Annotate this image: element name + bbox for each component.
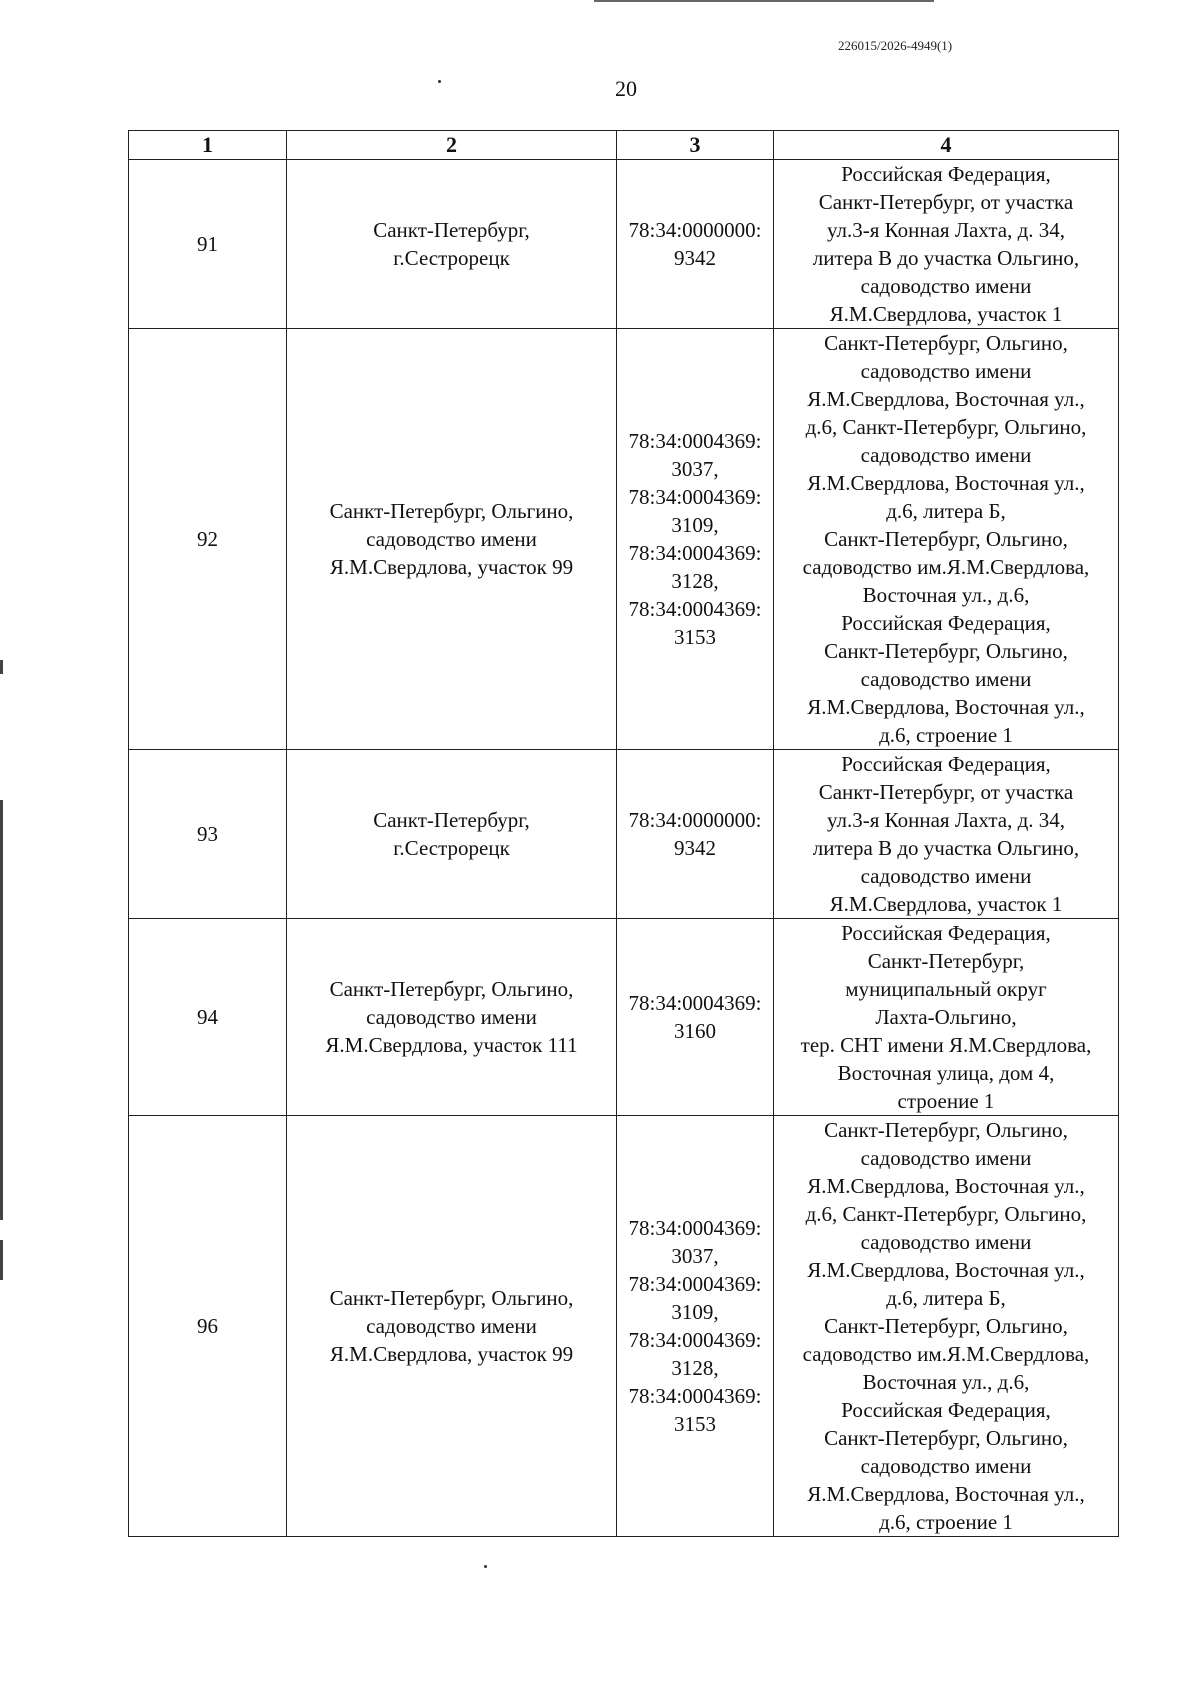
cell-line: Санкт-Петербург,: [867, 949, 1025, 973]
cell-line: Я.М.Свердлова, Восточная ул.,: [807, 1174, 1085, 1198]
location-cell: [287, 1116, 617, 1537]
cell-line: садоводство имени: [860, 274, 1032, 298]
cadastral-number-cell: [617, 1116, 774, 1537]
cell-line: ул.3-я Конная Лахта, д. 34,: [826, 808, 1066, 832]
cell-line: 78:34:0004369:: [628, 429, 762, 453]
cell-line: Санкт-Петербург, Ольгино,: [824, 527, 1068, 551]
scan-artifact-left-margin: [0, 660, 3, 674]
cell-line: Я.М.Свердлова, участок 111: [325, 1033, 578, 1057]
cell-line: Санкт-Петербург, Ольгино,: [824, 331, 1068, 355]
cell-line: садоводство имени: [860, 667, 1032, 691]
cell-line: д.6, литера Б,: [886, 1286, 1006, 1310]
row-number-cell: 91: [129, 160, 287, 329]
cell-line: садоводство имени: [366, 1005, 537, 1029]
cell-line: Лахта-Ольгино,: [875, 1005, 1017, 1029]
cell-line: 78:34:0004369:: [628, 485, 762, 509]
column-header: 3: [617, 131, 774, 160]
cell-line: 3109,: [671, 1300, 719, 1324]
row-number-cell: 94: [129, 919, 287, 1116]
cell-line: Российская Федерация,: [841, 752, 1051, 776]
scan-artifact-left-margin: [0, 800, 3, 1220]
cell-line: литера В до участка Ольгино,: [812, 836, 1080, 860]
cell-line: Я.М.Свердлова, Восточная ул.,: [807, 695, 1085, 719]
cell-line: садоводство имени: [366, 1314, 537, 1338]
cell-line: Российская Федерация,: [841, 1398, 1051, 1422]
cell-line: д.6, строение 1: [879, 1510, 1013, 1534]
cell-line: 9342: [674, 836, 716, 860]
cell-line: садоводство имени: [860, 1454, 1032, 1478]
row-number-cell: 96: [129, 1116, 287, 1537]
cell-line: Санкт-Петербург,: [373, 218, 530, 242]
cell-line: 78:34:0004369:: [628, 1216, 762, 1240]
cadastral-number-cell: [617, 160, 774, 329]
cell-line: Я.М.Свердлова, Восточная ул.,: [807, 387, 1085, 411]
cell-line: 3037,: [671, 1244, 719, 1268]
cell-line: 78:34:0004369:: [628, 1328, 762, 1352]
document-code: 226015/2026-4949(1): [838, 38, 953, 53]
cell-line: строение 1: [897, 1089, 995, 1113]
table-row: [129, 750, 1119, 919]
page-number: 20: [615, 76, 637, 101]
cell-line: 78:34:0000000:: [628, 218, 762, 242]
location-cell: [287, 329, 617, 750]
cell-line: Санкт-Петербург, Ольгино,: [824, 1314, 1068, 1338]
cell-line: Санкт-Петербург, Ольгино,: [824, 1426, 1068, 1450]
cell-line: 78:34:0004369:: [628, 597, 762, 621]
cell-line: Российская Федерация,: [841, 921, 1051, 945]
cell-line: г.Сестрорецк: [393, 836, 510, 860]
cell-line: Восточная ул., д.6,: [862, 583, 1030, 607]
cell-line: 78:34:0004369:: [628, 541, 762, 565]
cell-line: Я.М.Свердлова, Восточная ул.,: [807, 471, 1085, 495]
scan-artifact-left-margin: [0, 1240, 3, 1280]
cell-line: садоводство имени: [860, 1146, 1032, 1170]
cell-line: садоводство им.Я.М.Свердлова,: [802, 1342, 1090, 1366]
column-header: 2: [287, 131, 617, 160]
address-cell: [774, 750, 1119, 919]
cell-line: Санкт-Петербург, от участка: [818, 780, 1074, 804]
address-cell: [774, 1116, 1119, 1537]
address-cell: [774, 919, 1119, 1116]
cell-line: Я.М.Свердлова, участок 99: [329, 1342, 574, 1366]
cell-line: 3037,: [671, 457, 719, 481]
cell-line: 3128,: [671, 1356, 719, 1380]
table-row: [129, 329, 1119, 750]
cell-line: 3153: [674, 625, 716, 649]
cell-line: литера В до участка Ольгино,: [812, 246, 1080, 270]
cell-line: Я.М.Свердлова, участок 99: [329, 555, 574, 579]
cell-line: д.6, строение 1: [879, 723, 1013, 747]
cell-line: садоводство им.Я.М.Свердлова,: [802, 555, 1090, 579]
scan-artifact-top-line: [594, 0, 934, 2]
cell-line: 78:34:0004369:: [628, 1384, 762, 1408]
scan-artifact-dot: [484, 1565, 487, 1568]
location-cell: [287, 750, 617, 919]
cell-line: 78:34:0000000:: [628, 808, 762, 832]
cell-line: Санкт-Петербург,: [373, 808, 530, 832]
cell-line: Я.М.Свердлова, Восточная ул.,: [807, 1482, 1085, 1506]
cell-line: Санкт-Петербург, Ольгино,: [824, 1118, 1068, 1142]
table-row: [129, 1116, 1119, 1537]
cell-line: ул.3-я Конная Лахта, д. 34,: [826, 218, 1066, 242]
cell-line: садоводство имени: [860, 864, 1032, 888]
cell-line: Российская Федерация,: [841, 162, 1051, 186]
cell-line: 3153: [674, 1412, 716, 1436]
cell-line: д.6, Санкт-Петербург, Ольгино,: [805, 1202, 1087, 1226]
cell-line: Я.М.Свердлова, Восточная ул.,: [807, 1258, 1085, 1282]
cell-line: 3160: [674, 1019, 716, 1043]
cell-line: Санкт-Петербург, Ольгино,: [329, 499, 574, 523]
cell-line: садоводство имени: [366, 527, 537, 551]
cell-line: 3128,: [671, 569, 719, 593]
cell-line: Санкт-Петербург, Ольгино,: [329, 977, 574, 1001]
cell-line: садоводство имени: [860, 359, 1032, 383]
cell-line: садоводство имени: [860, 443, 1032, 467]
cell-line: муниципальный округ: [845, 977, 1047, 1001]
location-cell: [287, 919, 617, 1116]
location-cell: [287, 160, 617, 329]
cell-line: Санкт-Петербург, Ольгино,: [329, 1286, 574, 1310]
cell-line: д.6, литера Б,: [886, 499, 1006, 523]
cadastral-number-cell: [617, 919, 774, 1116]
row-number-cell: 93: [129, 750, 287, 919]
cell-line: садоводство имени: [860, 1230, 1032, 1254]
cell-line: Санкт-Петербург, Ольгино,: [824, 639, 1068, 663]
cell-line: Санкт-Петербург, от участка: [818, 190, 1074, 214]
table-row: [129, 160, 1119, 329]
cell-line: 78:34:0004369:: [628, 1272, 762, 1296]
row-number-cell: 92: [129, 329, 287, 750]
table-row: [129, 919, 1119, 1116]
table-header-row: [129, 131, 1119, 160]
address-cell: [774, 329, 1119, 750]
cell-line: г.Сестрорецк: [393, 246, 510, 270]
cell-line: 3109,: [671, 513, 719, 537]
cell-line: Я.М.Свердлова, участок 1: [829, 302, 1063, 326]
cell-line: 78:34:0004369:: [628, 991, 762, 1015]
cell-line: Восточная улица, дом 4,: [837, 1061, 1055, 1085]
cell-line: Восточная ул., д.6,: [862, 1370, 1030, 1394]
registry-table: [128, 130, 1119, 1537]
cell-line: 9342: [674, 246, 716, 270]
column-header: 4: [774, 131, 1119, 160]
column-header: 1: [129, 131, 287, 160]
cadastral-number-cell: [617, 750, 774, 919]
cell-line: тер. СНТ имени Я.М.Свердлова,: [800, 1033, 1092, 1057]
cell-line: Российская Федерация,: [841, 611, 1051, 635]
cell-line: Я.М.Свердлова, участок 1: [829, 892, 1063, 916]
cell-line: д.6, Санкт-Петербург, Ольгино,: [805, 415, 1087, 439]
cadastral-number-cell: [617, 329, 774, 750]
address-cell: [774, 160, 1119, 329]
